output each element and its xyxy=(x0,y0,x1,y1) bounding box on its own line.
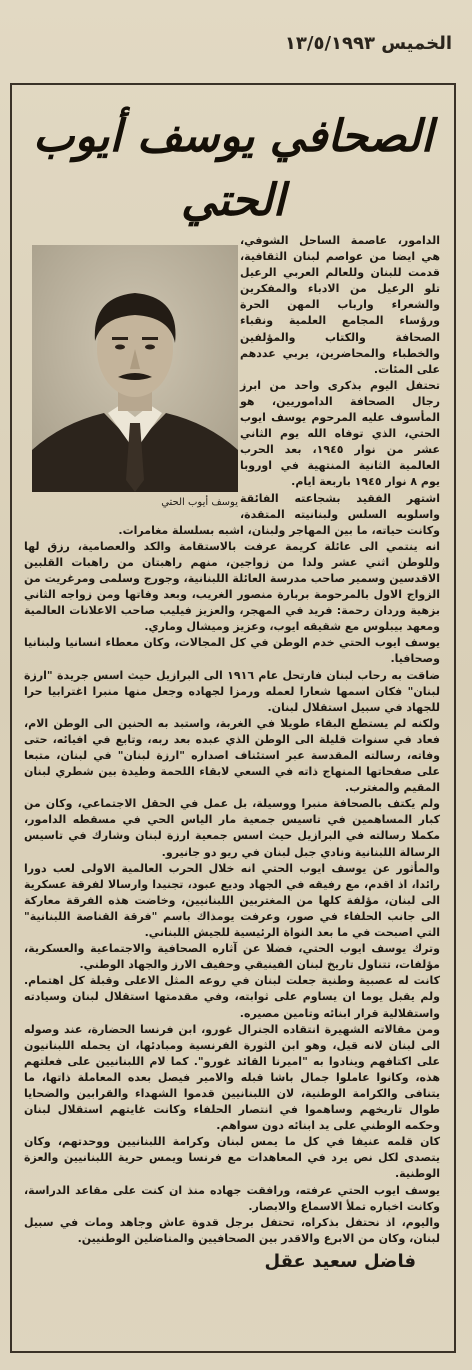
paragraph: ومن مقالاته الشهيرة انتقاده الجنرال غورو، ابن فرنسا الحضارة، عند وصوله الى لبنان لانه قيل، وهو ابن الثورة الفرنسية ومبادئها، ان يحمله اللبنانيون على اكتافهم وينادوا به "اميرنا القائد غورو". كما لام اللبنانيين على فعلتهم هذه، وكانوا عاملوا جمال باشا قبله والامير فيصل بعده المعاملة ذاتها، ما يتنافى والكرامة الوطنية، لان اللبنانيين قدموا الشهداء والقرابين والضحايا طوال تاريخهم وساهموا في انتصار الحلفاء وكانت غايتهم استقلال لبنان وحكمه الوطني على يد ابنائه دون سواهم. xyxy=(24,1022,440,1133)
paragraph: ضاقت به رحاب لبنان فارتحل عام ١٩١٦ الى البرازيل حيث اسس جريدة "ارزة لبنان" فكان اسمها شعارا لعمله ورمزا لجهاده وجعل منها منبرا اغترابيا حرا للجهاد في سبيل استقلال لبنان. xyxy=(24,668,440,714)
paragraph: اشتهر الفقيد بشجاعته الفائقة واسلوبه السلس ولبنانيته المتقدة، وكانت حياته، ما بين المهاجر ولبنان، اشبه بسلسلة مغامرات. xyxy=(118,491,440,537)
article-box xyxy=(10,83,456,1353)
paragraph: واليوم، اذ نحتفل بذكراه، تحتفل برجل قدوة عاش وجاهد ومات في سبيل لبنان، وكان من الابرع والاقدر بين الصحافيين والمناضلين الوطنيين. xyxy=(24,1215,440,1245)
paragraph: يوسف ايوب الحتي عرفته، ورافقت جهاده منذ ان كنت على مقاعد الدراسة، وكانت اخباره تملأ الاسماع والابصار. xyxy=(24,1183,440,1213)
paragraph: كانت له عصبية وطنية جعلت لبنان في روعه المثل الاعلى وقبلة كل اهتمام. ولم يقبل يوما ان يساوم على ثوابته، وفي مقدمتها استقلال لبنان وسيادته واستقلالية قرار ابنائه وتامين مصيره. xyxy=(24,974,440,1020)
portrait-photo xyxy=(32,245,238,492)
article-body xyxy=(12,233,454,1272)
issue-date: الخميس ١٣/٥/١٩٩٣ xyxy=(284,33,452,54)
paragraph: انه ينتمي الى عائلة كريمة عرفت بالاستقامة والكد والعصامية، رزق لها وللوطن اثني عشر ولدا من زواجين، منهم راهبتان من راهبات القلبين الاقدسين وسمير صاحب مدرسة العائلة اللبنانية، وجورج وسلمى ومرغريت من الزواج الاول بالمرحومة بربارة منصور الغريب، وبعد وفاتها ومن زواجه الثاني بزهية وردان رحمة: فريد في المهجر، والعزيز فيليب صاحب الاعلانات العالمية ومعهد بيبلوس مع شقيقه ايوب، وعزيز وميشال وماري. xyxy=(24,539,440,634)
article-headline: الصحافي يوسف أيوب الحتي xyxy=(33,111,433,226)
paragraph: تحتفل اليوم بذكرى واحد من ابرز رجال الصحافة الداموريين، هو المأسوف عليه المرحوم يوسف ايوب الحتي، الذي توفاه الله يوم الثاني عشر من نوار ١٩٤٥، بعد الحرب العالمية الثانية المنتهية في اوروبا يوم ٨ نوار ١٩٤٥ باربعة ايام. xyxy=(240,378,440,489)
photo-block xyxy=(32,245,238,511)
paragraph: ولم يكتف بالصحافة منبرا ووسيلة، بل عمل في الحقل الاجتماعي، وكان من كبار المساهمين في تاسيس جمعية مار الياس الحي في مسقطه الدامور، مكملا رسالته في البرازيل حيث اسس جمعية ارزة لبنان وشارك في تاسيس الرسالة اللبنانية ونادي جبل لبنان في ريو دو جانيرو. xyxy=(24,797,440,859)
paragraph: وترك يوسف ايوب الحتي، فضلا عن آثاره الصحافية والاجتماعية والعسكرية، مؤلفات، تتناول تاريخ لبنان الفينيقي وحفيف الارز والجهاد الوطني. xyxy=(24,942,440,972)
paragraph: الدامور، عاصمة الساحل الشوفي، هي ايضا من عواصم لبنان الثقافية، قدمت للبنان وللعالم العربي الرعيل تلو الرعيل من الادباء والمفكرين والشعراء وارباب المهن الحرة ورؤساء المجامع العلمية ونقباء الصحافة والكتاب والمؤلفين والخطباء والمحاضرين، يربي عددهم على المئات. xyxy=(240,234,440,376)
paragraph: والمأثور عن يوسف ايوب الحتي انه خلال الحرب العالمية الاولى لعب دورا رائدا، اذ اقدم، مع رفيقه في الجهاد وديع عبود، تجنيدا وارسالا لفرقة عسكرية الى لبنان، مؤلفة كلها من المغتربين اللبنانيين، وخاضت هذه الفرقة معاركة الى جانب الحلفاء في صور، وعرفت يومذاك باسم "فرقة القناصة اللبنانية" التي اصبحت في ما بعد النواة الرئيسية للجيش اللبناني. xyxy=(24,861,440,940)
paragraph: يوسف ايوب الحتي خدم الوطن في كل المجالات، وكان معطاء انسانيا ولبنانيا وصحافيا. xyxy=(24,636,440,666)
paragraph: ولكنه لم يستطع البقاء طويلا في الغربة، واستبد به الحنين الى الوطن الام، فعاد في سنوات قليلة الى الوطن الذي عبده بعد ربه، وتابع في افيائه، حتى وفاته، رسالته المقدسة عبر استئناف اصداره "ارزة لبنان" في لبنان، متبعا على صفحاتها المنهاج ذاته في السعي لابقاء اللحمة وطيدة بين شطري لبنان المقيم والمغترب. xyxy=(24,716,440,795)
author-signature: فاضل سعيد عقل xyxy=(264,1250,416,1272)
paragraph: كان قلمه عنيفا في كل ما يمس لبنان وكرامة اللبنانيين ووحدتهم، وكان يتصدى لكل نص يرد في المعاهدات مع فرنسا ويمس حرية اللبنانيين والعزة الوطنية. xyxy=(24,1135,440,1181)
photo-caption: يوسف أيوب الحتي xyxy=(161,497,238,508)
